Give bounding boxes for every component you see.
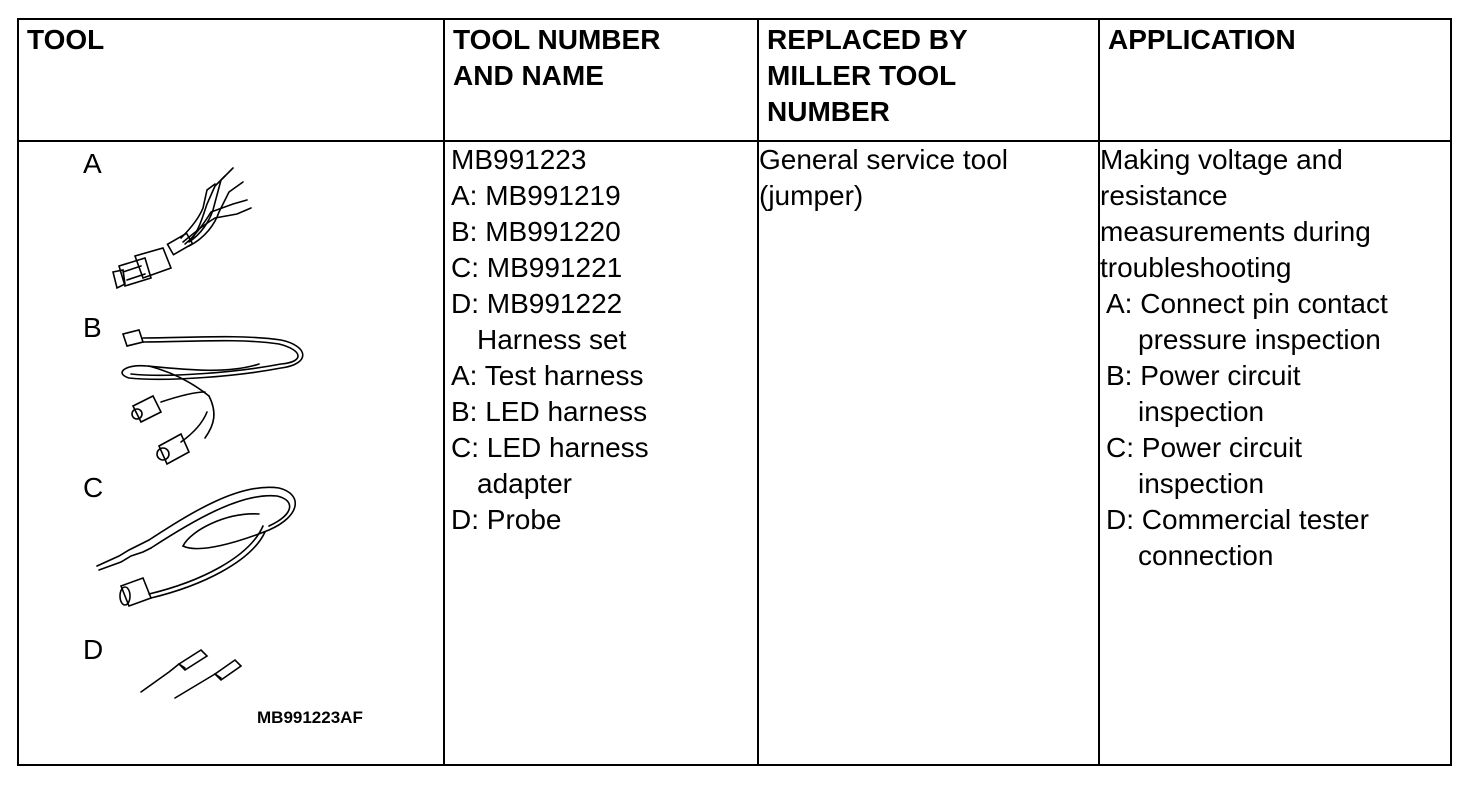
header-replaced-by xyxy=(758,19,1099,141)
figure-code: MB991223AF xyxy=(257,708,363,727)
application-b-continued: inspection xyxy=(1138,396,1265,427)
part-label-a: A xyxy=(83,148,102,179)
replaced-by-cell xyxy=(758,141,1099,765)
header-replaced-by-line-2: MILLER TOOL xyxy=(767,60,957,91)
header-replaced-by-line-1: REPLACED BY xyxy=(767,24,968,55)
application-intro-2: resistance xyxy=(1100,180,1228,211)
special-tool-table xyxy=(17,18,1452,766)
part-name-a: A: Test harness xyxy=(451,360,644,391)
header-tool-number-line-1: TOOL NUMBER xyxy=(453,24,661,55)
part-label-c: C xyxy=(83,472,104,503)
application-b: B: Power circuit xyxy=(1106,360,1301,391)
part-name-b: B: LED harness xyxy=(451,396,648,427)
application-a-continued: pressure inspection xyxy=(1138,324,1381,355)
header-tool xyxy=(18,19,444,141)
application-cell xyxy=(1099,141,1451,765)
probe-d-icon xyxy=(141,650,241,698)
harness-b-icon xyxy=(122,330,303,464)
part-number-a: A: MB991219 xyxy=(451,180,621,211)
tool-set-name: Harness set xyxy=(477,324,627,355)
header-tool-number xyxy=(444,19,758,141)
part-number-c: C: MB991221 xyxy=(451,252,623,283)
tool-number-cell xyxy=(444,141,758,765)
application-intro-4: troubleshooting xyxy=(1100,252,1292,283)
application-d-continued: connection xyxy=(1138,540,1274,571)
part-name-c-continued: adapter xyxy=(477,468,572,499)
application-d: D: Commercial tester xyxy=(1106,504,1369,535)
part-number-b: B: MB991220 xyxy=(451,216,621,247)
application-c: C: Power circuit xyxy=(1106,432,1303,463)
part-label-b: B xyxy=(83,312,102,343)
header-row xyxy=(18,19,1451,141)
application-a: A: Connect pin contact xyxy=(1106,288,1388,319)
header-replaced-by-line-3: NUMBER xyxy=(767,96,890,127)
header-tool-number-line-2: AND NAME xyxy=(453,60,604,91)
part-name-d: D: Probe xyxy=(451,504,562,535)
harness-a-icon xyxy=(113,168,251,288)
application-c-continued: inspection xyxy=(1138,468,1265,499)
table-row xyxy=(18,141,1451,765)
replaced-by-line-2: (jumper) xyxy=(759,180,864,211)
part-number-d: D: MB991222 xyxy=(451,288,623,319)
part-name-c: C: LED harness xyxy=(451,432,649,463)
replaced-by-line-1: General service tool xyxy=(759,144,1009,175)
application-intro-3: measurements during xyxy=(1100,216,1371,247)
header-tool-line: TOOL xyxy=(27,24,105,55)
part-label-d: D xyxy=(83,634,104,665)
harness-c-icon xyxy=(97,487,295,606)
tool-number: MB991223 xyxy=(451,144,587,175)
header-application xyxy=(1099,19,1451,141)
application-intro-1: Making voltage and xyxy=(1100,144,1343,175)
tool-illustration-cell xyxy=(18,141,444,765)
tool-illustration xyxy=(19,142,443,766)
header-application-line: APPLICATION xyxy=(1108,24,1296,55)
